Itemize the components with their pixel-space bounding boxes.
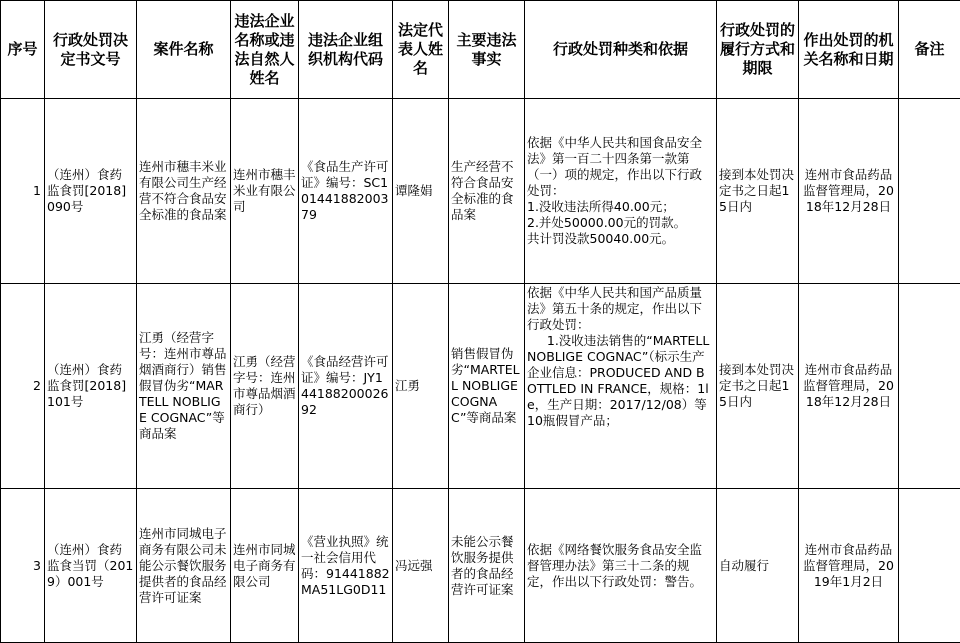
cell-execution: 接到本处罚决定书之日起15日内 [717,284,799,489]
cell-doc-no: （连州）食药监食罚[2018]101号 [45,284,137,489]
basis-line: 2.并处50000.00元的罚款。 [527,215,714,231]
cell-legal-rep: 冯远强 [393,489,449,643]
cell-index: 3 [1,489,45,643]
cell-authority: 连州市食品药品监督管理局，2018年12月28日 [799,284,899,489]
cell-offender: 江勇（经营字号：连州市尊品烟酒商行） [231,284,299,489]
cell-org-code: 《食品经营许可证》编号：JY14418820002692 [299,284,393,489]
cell-case-name: 连州市穗丰米业有限公司生产经营不符合食品安全标准的食品案 [137,99,231,284]
cell-legal-rep: 谭隆娟 [393,99,449,284]
cell-offender: 连州市同城电子商务有限公司 [231,489,299,643]
cell-execution: 接到本处罚决定书之日起15日内 [717,99,799,284]
cell-basis [525,99,717,284]
cell-remarks [899,99,960,284]
cell-violation: 销售假冒伪劣“MARTELL NOBLIGE COGNAC”等商品案 [449,284,525,489]
header-index: 序号 [1,1,45,99]
cell-case-name: 江勇（经营字号：连州市尊品烟酒商行）销售假冒伪劣“MARTELL NOBLIGE COGNAC”等商品案 [137,284,231,489]
header-doc-no: 行政处罚决定书文号 [45,1,137,99]
table-row [1,489,960,643]
cell-basis [525,489,717,643]
cell-authority: 连州市食品药品监督管理局，2018年12月28日 [799,99,899,284]
table-row [1,284,960,489]
cell-violation: 未能公示餐饮服务提供者的食品经营许可证案 [449,489,525,643]
cell-doc-no: （连州）食药监食罚[2018]090号 [45,99,137,284]
cell-basis [525,284,717,489]
header-legal-rep: 法定代表人姓名 [393,1,449,99]
basis-line: 共计罚没款50040.00元。 [527,231,714,247]
basis-line: 依据《网络餐饮服务食品安全监督管理办法》第三十二条的规定，作出以下行政处罚：警告。 [527,542,714,590]
cell-violation: 生产经营不符合食品安全标准的食品案 [449,99,525,284]
cell-org-code: 《营业执照》统一社会信用代码：91441882MA51LG0D11 [299,489,393,643]
header-authority: 作出处罚的机关名称和日期 [799,1,899,99]
header-basis: 行政处罚种类和依据 [525,1,717,99]
cell-doc-no: （连州）食药监食当罚（2019）001号 [45,489,137,643]
header-case-name: 案件名称 [137,1,231,99]
cell-execution: 自动履行 [717,489,799,643]
header-execution: 行政处罚的履行方式和期限 [717,1,799,99]
header-org-code: 违法企业组织机构代码 [299,1,393,99]
header-row [1,1,960,99]
cell-remarks [899,284,960,489]
header-offender: 违法企业名称或违法自然人姓名 [231,1,299,99]
basis-line: 1.没收违法销售的“MARTELL NOBLIGE COGNAC”（标示生产企业信息：PRODUCED AND BOTTLED IN FRANCE，规格：1le，生产日期：2017/12/08）等10瓶假冒产品； [527,333,714,429]
cell-case-name: 连州市同城电子商务有限公司未能公示餐饮服务提供者的食品经营许可证案 [137,489,231,643]
cell-legal-rep: 江勇 [393,284,449,489]
cell-org-code: 《食品生产许可证》编号：SC10144188200379 [299,99,393,284]
basis-line: 依据《中华人民共和国食品安全法》第一百二十四条第一款第（一）项的规定，作出以下行政处罚： [527,135,714,199]
cell-index: 1 [1,99,45,284]
table-row [1,99,960,284]
cell-remarks [899,489,960,643]
header-remarks: 备注 [899,1,960,99]
basis-line: 1.没收违法所得40.00元； [527,199,714,215]
cell-offender: 连州市穗丰米业有限公司 [231,99,299,284]
cell-index: 2 [1,284,45,489]
cell-authority: 连州市食品药品监督管理局，2019年1月2日 [799,489,899,643]
header-violation: 主要违法事实 [449,1,525,99]
basis-line: 依据《中华人民共和国产品质量法》第五十条的规定，作出以下行政处罚： [527,285,714,333]
